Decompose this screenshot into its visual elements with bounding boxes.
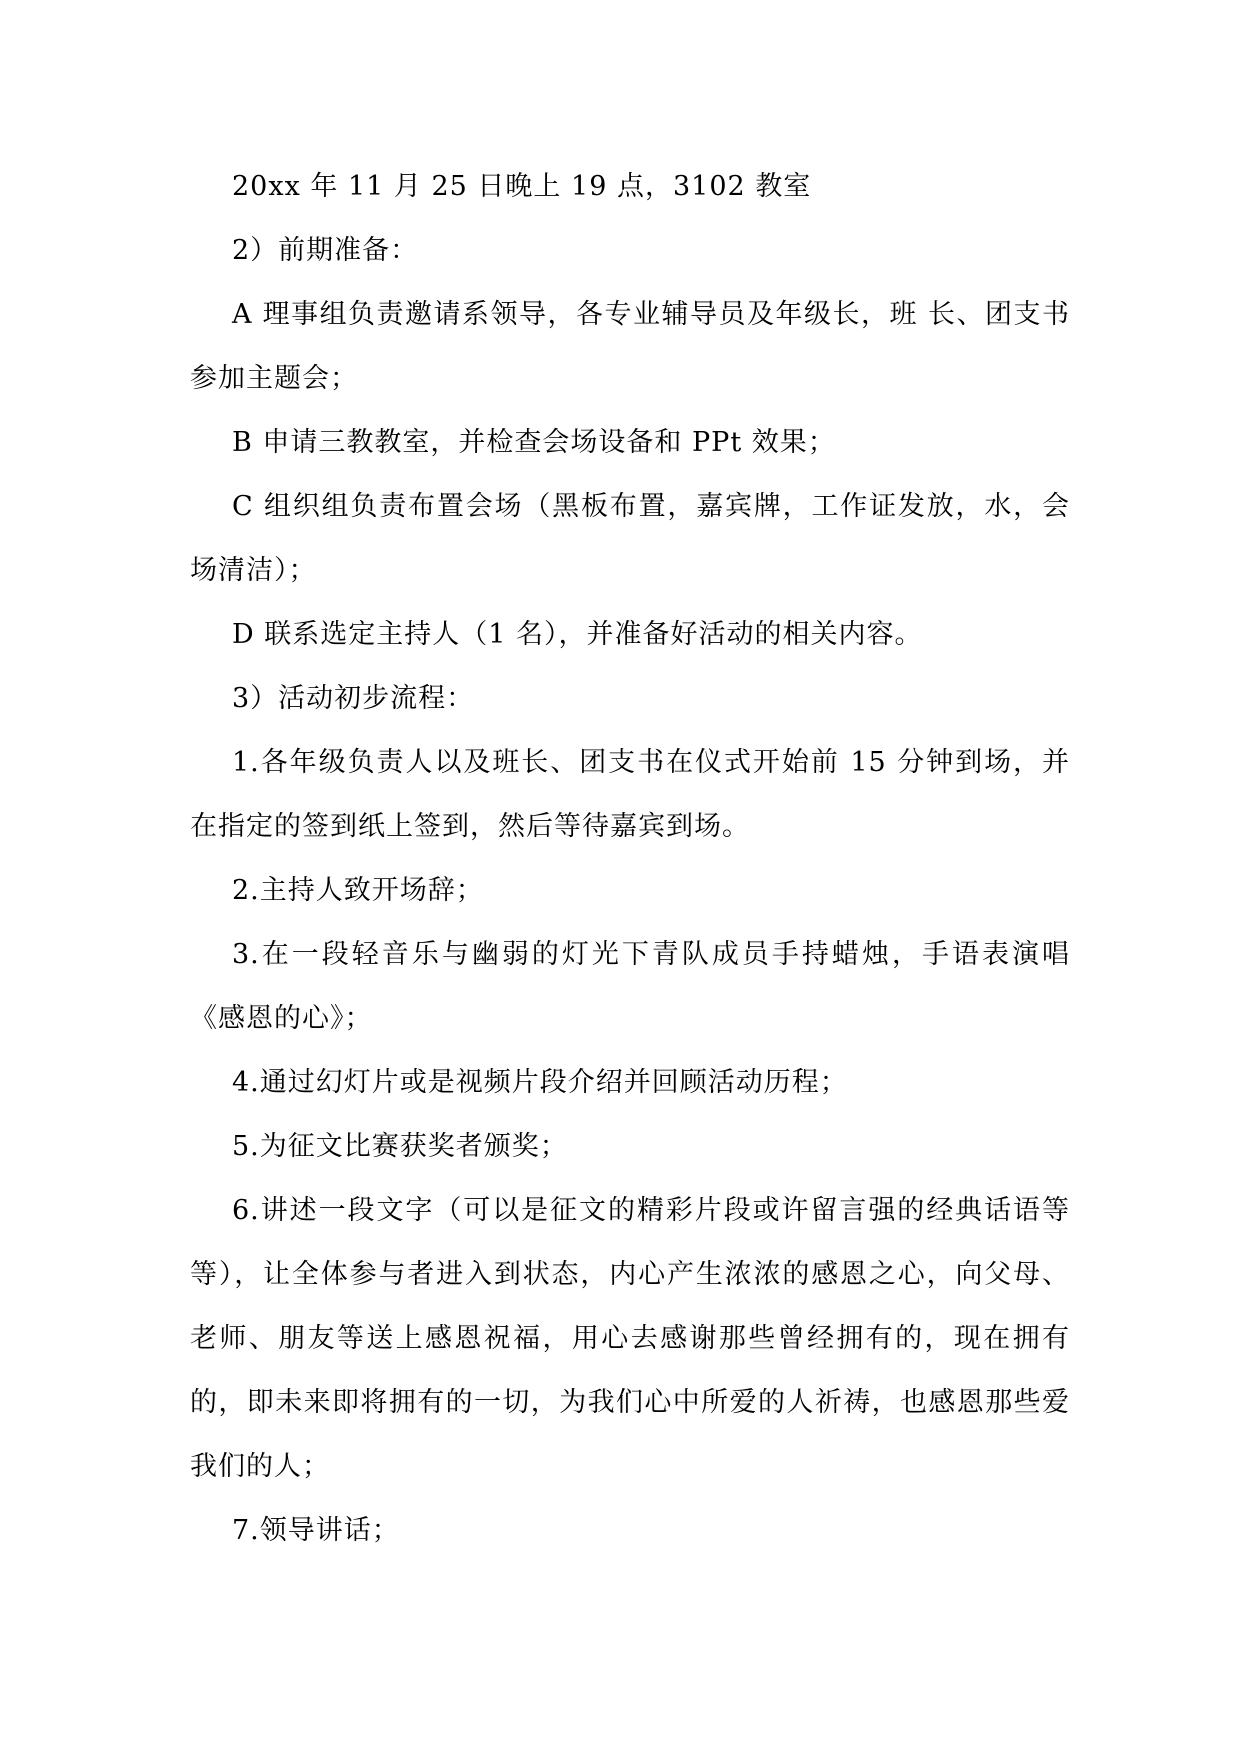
paragraph-step-4: 4.通过幻灯片或是视频片段介绍并回顾活动历程； — [232, 1067, 848, 1098]
paragraph-prep-d: D 联系选定主持人（1 名），并准备好活动的相关内容。 — [232, 619, 923, 650]
paragraph-step-7: 7.领导讲话； — [232, 1515, 400, 1546]
paragraph-prep-a: A 理事组负责邀请系领导，各专业辅导员及年级长，班 长、团支书参加主题会； — [190, 299, 1070, 394]
paragraph-time-location: 20xx 年 11 月 25 日晚上 19 点，3102 教室 — [232, 171, 812, 202]
paragraph-prep-b: B 申请三教教室，并检查会场设备和 PPt 效果； — [232, 427, 836, 458]
paragraph-step-2: 2.主持人致开场辞； — [232, 875, 484, 906]
paragraph-step-6: 6.讲述一段文字（可以是征文的精彩片段或许留言强的经典话语等等），让全体参与者进入到状态，内心产生浓浓的感恩之心，向父母、老师、朋友等送上感恩祝福，用心去感谢那些曾经拥有的，现在拥有的，即未来即将拥有的一切，为我们心中所爱的人祈祷，也感恩那些爱我们的人； — [190, 1195, 1070, 1482]
paragraph-process-heading: 3）活动初步流程： — [232, 683, 475, 714]
document-body — [190, 155, 1070, 1563]
paragraph-preparation-heading: 2）前期准备： — [232, 235, 419, 266]
paragraph-step-1: 1.各年级负责人以及班长、团支书在仪式开始前 15 分钟到场，并在指定的签到纸上签到，然后等待嘉宾到场。 — [190, 747, 1070, 842]
paragraph-prep-c: C 组织组负责布置会场（黑板布置，嘉宾牌，工作证发放，水，会场清洁）； — [190, 491, 1070, 586]
paragraph-step-3: 3.在一段轻音乐与幽弱的灯光下青队成员手持蜡烛，手语表演唱《感恩的心》； — [190, 939, 1070, 1034]
paragraph-step-5: 5.为征文比赛获奖者颁奖； — [232, 1131, 568, 1162]
